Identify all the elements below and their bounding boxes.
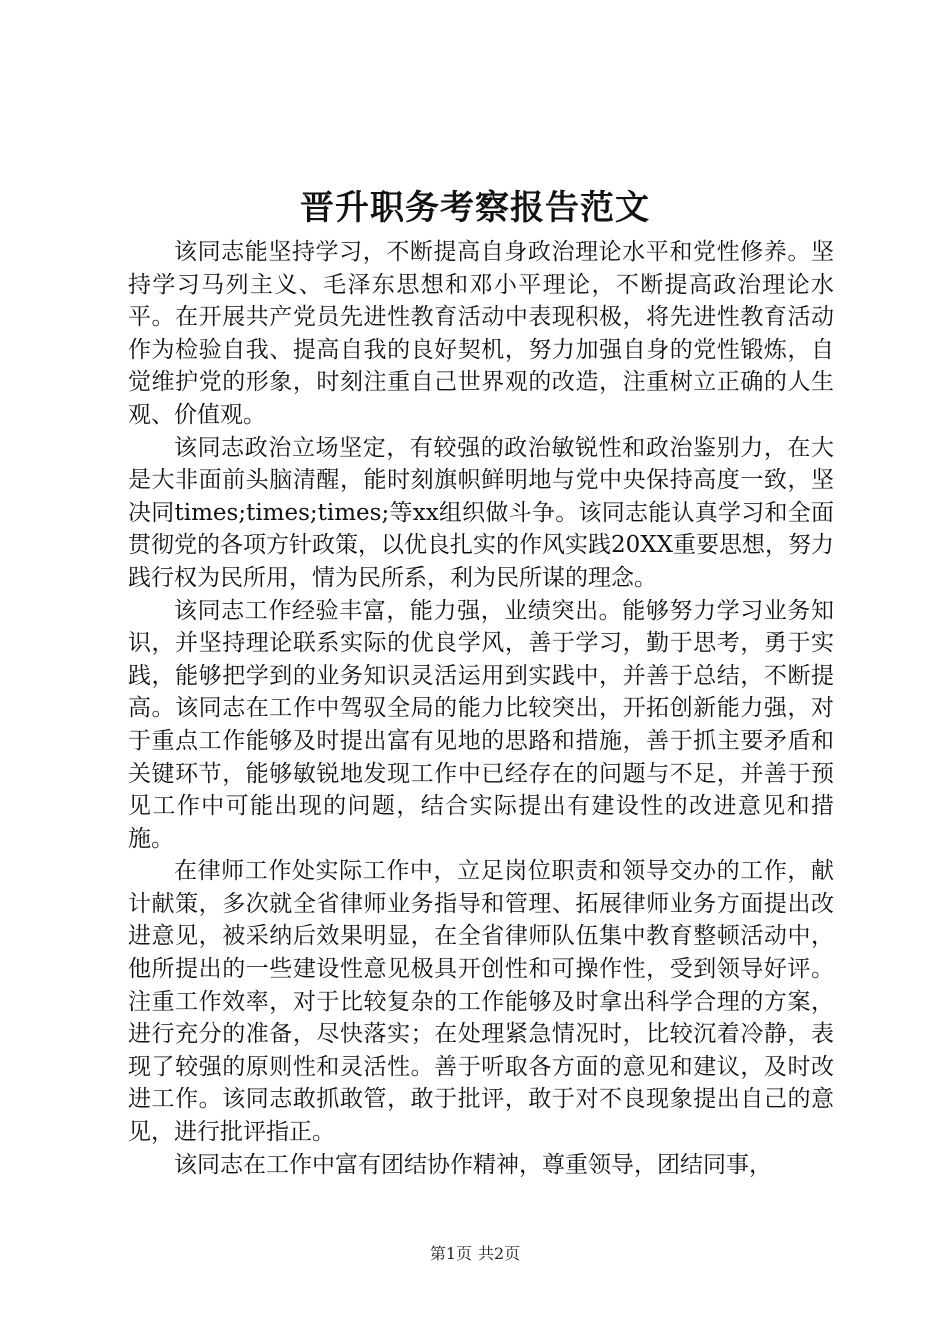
page-number: 第1页 bbox=[429, 1244, 472, 1263]
paragraph-2: 该同志政治立场坚定，有较强的政治敏锐性和政治鉴别力，在大是大非面前头脑清醒，能时刻旗帜鲜明地与党中央保持高度一致，坚决同times;times;times;等xx组织做斗争。该同志能认真学习和全面贯彻党的各项方针政策，以优良扎实的作风实践20XX重要思想，努力践行权为民所用，情为民所系，利为民所谋的理念。 bbox=[128, 434, 835, 591]
document-title: 晋升职务考察报告范文 bbox=[300, 188, 650, 228]
page-total: 共2页 bbox=[478, 1244, 521, 1263]
paragraph-3: 该同志工作经验丰富，能力强，业绩突出。能够努力学习业务知识，并坚持理论联系实际的优良学风，善于学习，勤于思考，勇于实践，能够把学到的业务知识灵活运用到实践中，并善于总结，不断提高。该同志在工作中驾驭全局的能力比较突出，开拓创新能力强，对于重点工作能够及时提出富有见地的思路和措施，善于抓主要矛盾和关键环节，能够敏锐地发现工作中已经存在的问题与不足，并善于预见工作中可能出现的问题，结合实际提出有建设性的改进意见和措施。 bbox=[128, 597, 834, 852]
paragraph-4: 在律师工作处实际工作中，立足岗位职责和领导交办的工作，献计献策，多次就全省律师业务指导和管理、拓展律师业务方面提出改进意见，被采纳后效果明显，在全省律师队伍集中教育整顿活动中，他所提出的一些建设性意见极具开创性和可操作性，受到领导好评。注重工作效率，对于比较复杂的工作能够及时拿出科学合理的方案，进行充分的准备，尽快落实；在处理紧急情况时，比较沉着冷静，表现了较强的原则性和灵活性。善于听取各方面的意见和建议，及时改进工作。该同志敢抓敢管，敢于批评，敢于对不良现象提出自己的意见，进行批评指正。 bbox=[128, 858, 834, 1146]
paragraph-1: 该同志能坚持学习，不断提高自身政治理论水平和党性修养。坚持学习马列主义、毛泽东思想和邓小平理论，不断提高政治理论水平。在开展共产党员先进性教育活动中表现积极，将先进性教育活动作为检验自我、提高自我的良好契机，努力加强自身的党性锻炼，自觉维护党的形象，时刻注重自己世界观的改造，注重树立正确的人生观、价值观。 bbox=[128, 239, 834, 428]
page-footer bbox=[0, 1242, 950, 1266]
paragraph-5: 该同志在工作中富有团结协作精神，尊重领导，团结同事， bbox=[174, 1151, 772, 1178]
document-body bbox=[128, 236, 834, 1181]
